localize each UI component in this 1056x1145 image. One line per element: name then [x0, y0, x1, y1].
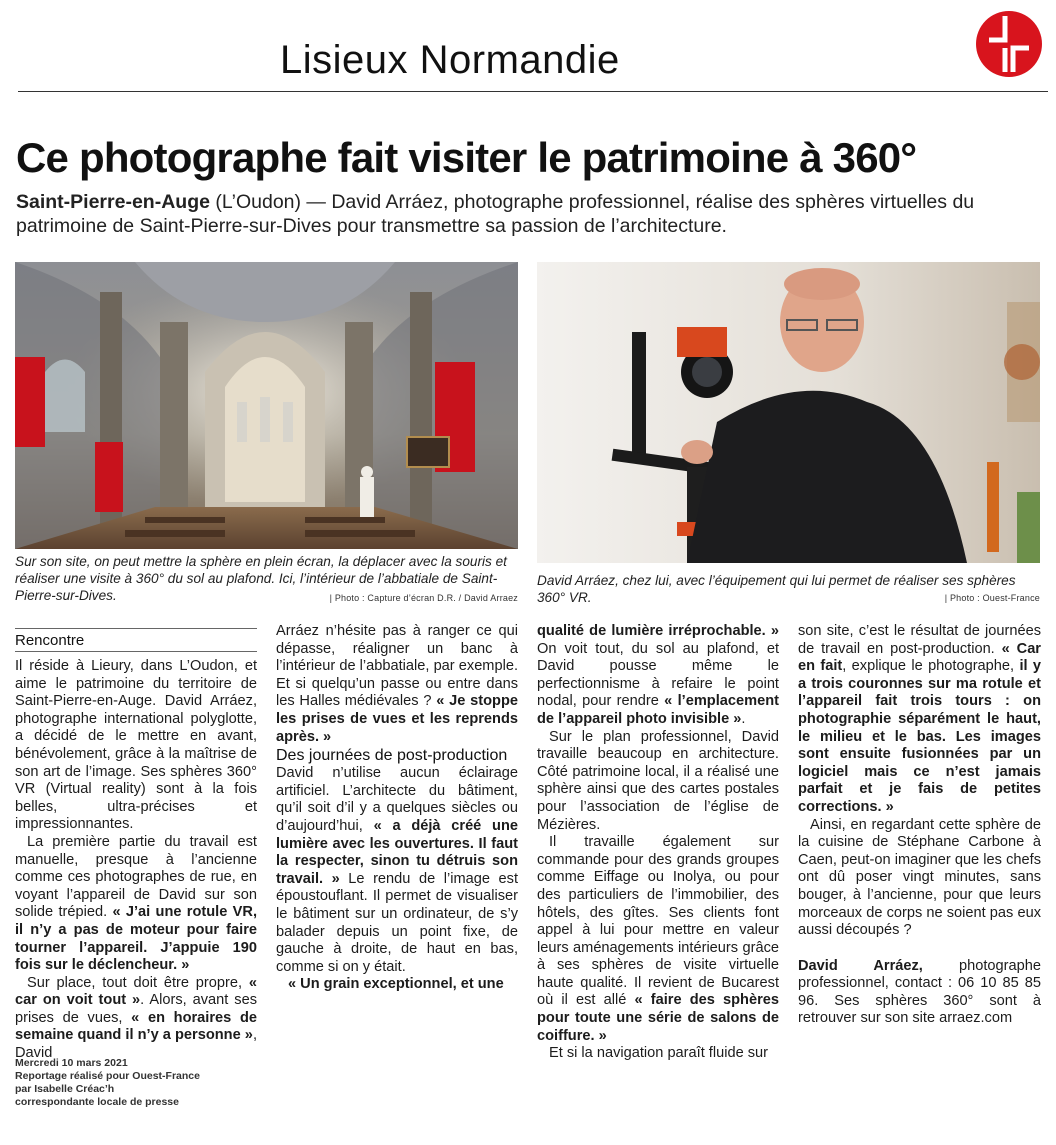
section-title: Lisieux Normandie	[280, 38, 620, 82]
paragraph: Il réside à Lieury, dans L’Oudon, et aime le patrimoine du territoire de Saint-Pierre-en-Auge. David Arráez, photographe international polyglotte, a décidé de le mettre en avant, bénévolement, grâce à la maîtrise de son art de l’image. Ses sphères 360° VR (Virtual reality) sont à la fois belles, ultra-précises et impressionnantes.	[15, 658, 257, 833]
footer-line: par Isabelle Créac’h	[15, 1083, 115, 1095]
paragraph: Et si la navigation paraît fluide sur	[549, 1045, 769, 1062]
paragraph: Arráez n’hésite pas à ranger ce qui dépasse, réaligner un banc à l’intérieur de l’abbatiale, par exemple. Et si quelqu’un passe ou entre dans les Halles médiévales ? « Je stoppe les prises de vues et les reprends après. »	[276, 623, 518, 745]
paragraph: David n’utilise aucun éclairage artificiel. L’architecte du bâtiment, qu’il soit d’il y a quelques siècles ou d’aujourd’hui, « a déjà créé une lumière avec les ouvertures. Il faut la respecter, sinon tu détruis son travail. » Le rendu de l’image est époustouflant. Il permet de visualiser le bâtiment sur un ordinateur, de s’y balader depuis un point fixe, de gauche à droite, de haut en bas, comme si on y était.	[276, 765, 518, 975]
rubric-rule-top	[15, 628, 257, 629]
paragraph: son site, c’est le résultat de journées de travail en post-production. « Car en fait, explique le photographe, il y a trois couronnes sur ma rotule et l’appareil fait trois tours : on photographie séparément le haut, le milieu et le bas. Les images sont ensuite fusionnées par un logiciel mais ce n’est jamais parfait et je fais de petites corrections. »	[798, 623, 1042, 815]
paragraph: qualité de lumière irréprochable. » On voit tout, du sol au plafond, et David pousse même le perfectionnisme à refaire le point nodal, pour rendre « l’emplacement de l’appareil photo invisible ».	[537, 623, 779, 727]
photo-credit-left: | Photo : Capture d’écran D.R. / David Arraez	[329, 593, 518, 603]
lede-text: David Arráez, photographe professionnel, réalise des sphères virtuelles du patrimoine de Saint-Pierre-sur-Dives pour transmettre sa passion de l’architecture.	[16, 191, 975, 237]
photographer-portrait-photo	[537, 262, 1040, 563]
lede-place: Saint-Pierre-en-Auge	[16, 191, 210, 213]
publication-date: Mercredi 10 mars 2021	[15, 1057, 128, 1069]
lede	[16, 190, 1046, 238]
paragraph: Ainsi, en regardant cette sphère de la cuisine de Stéphane Carbone à Caen, peut-on imaginer que les chefs ont dû poser vingt minutes, sans bouger, à l’ancienne, pour que leurs morceaux de corps ne soient pas eux aussi découpés ?	[798, 816, 1041, 939]
article-column-3	[537, 623, 779, 1063]
author-contact: David Arráez, photographe professionnel, contact : 06 10 85 85 96. Ses sphères 360° sont à retrouver sur son site arraez.com	[798, 957, 1041, 1027]
ouest-france-logo	[975, 10, 1043, 78]
paragraph: « Un grain exceptionnel, et une	[288, 976, 504, 993]
paragraph: Sur place, tout doit être propre, « car on voit tout ». Alors, avant ses prises de vues, « en horaires de semaine quand il n’y a personne », David	[15, 974, 257, 1062]
photo-credit-right: | Photo : Ouest-France	[944, 593, 1040, 603]
photo-caption-left: Sur son site, on peut mettre la sphère en plein écran, la déplacer avec la souris et réaliser une visite à 360° du sol au plafond. Ici, l’intérieur de l’abbatiale de Saint-Pierre-sur-Dives.	[15, 554, 507, 603]
photo-caption-right: David Arráez, chez lui, avec l’équipement qui lui permet de réaliser ses sphères 360° VR.	[537, 573, 1016, 605]
footer-line: correspondante locale de presse	[15, 1096, 179, 1108]
article-column-4	[798, 623, 1041, 1028]
footer-line: Reportage réalisé pour Ouest-France	[15, 1070, 200, 1082]
paragraph: Sur le plan professionnel, David travaille beaucoup en architecture. Côté patrimoine local, il a réalisé une sphère ainsi que des cartes postales pour l’association de l’église de Mézières.	[537, 728, 779, 833]
rubric-label: Rencontre	[15, 632, 85, 649]
rubric-rule-bottom	[15, 651, 257, 652]
headline: Ce photographe fait visiter le patrimoine à 360°	[16, 134, 917, 181]
subhead: Des journées de post-production	[276, 747, 508, 765]
article-column-2	[276, 623, 518, 994]
abbey-interior-photo	[15, 262, 518, 549]
header-rule	[18, 91, 1048, 92]
paragraph: La première partie du travail est manuelle, presque à l’ancienne comme ces photographes de rue, en voyant l’appareil de David sur son solide trépied. « J’ai une rotule VR, il n’y a pas de moteur pour faire tourner l’appareil. J’appuie 190 fois sur le déclencheur. »	[15, 833, 257, 974]
article-column-1	[15, 658, 257, 1063]
lede-place-detail: (L’Oudon) —	[209, 191, 332, 213]
paragraph: Il travaille également sur commande pour des grands groupes comme Eiffage ou Inolya, ou pour des particuliers de l’immobilier, des hôtels, des gîtes. Ses clients font appel à lui pour mettre en valeur leurs aménagements intérieurs grâce à ses sphères de visite virtuelle haute qualité. Il revient de Bucarest où il est allé « faire des sphères pour toute une série de salons de coiffure. »	[537, 834, 780, 1044]
publication-footer	[15, 1057, 200, 1109]
